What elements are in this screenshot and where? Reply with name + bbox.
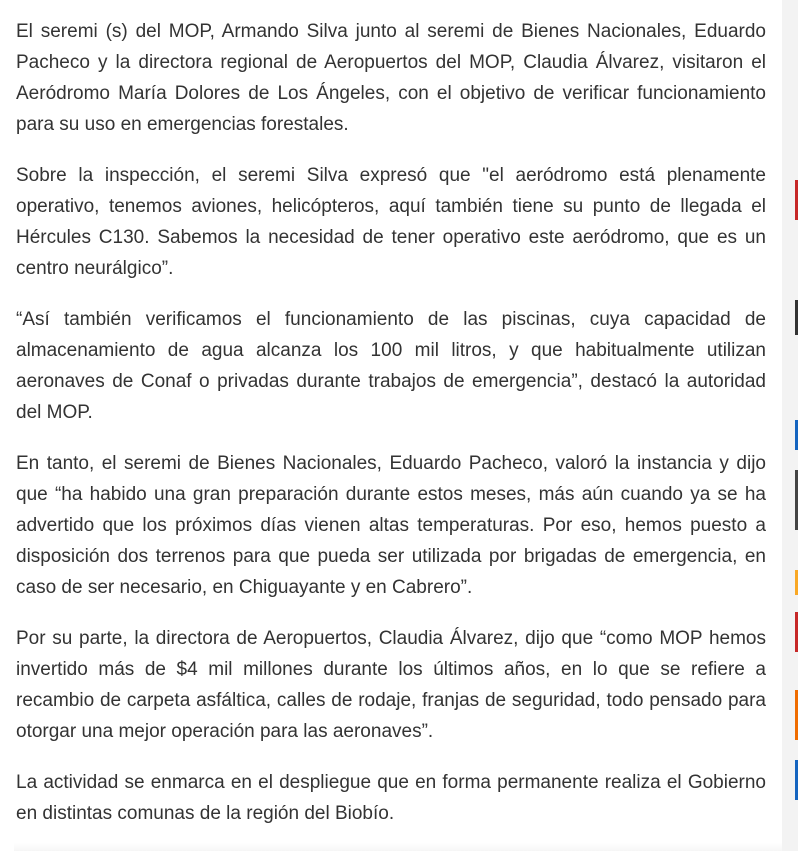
article-paragraph-1: El seremi (s) del MOP, Armando Silva junto al seremi de Bienes Nacionales, Eduardo Pacheco y la directora regional de Aeropuertos del MOP, Claudia Álvarez, visitaron el Aeródromo María Dolores de Los Ángeles, con el objetivo de verificar funcionamiento para su uso en emergencias forestales. <box>16 21 766 135</box>
article-paragraph-4: En tanto, el seremi de Bienes Nacionales, Eduardo Pacheco, valoró la instancia y dijo que “ha habido una gran preparación durante estos meses, más aún cuando ya se ha advertido que los próximos días vienen altas temperaturas. Por eso, hemos puesto a disposición dos terrenos para que pueda ser utilizada por brigadas de emergencia, en caso de ser necesario, en Chiguayante y en Cabrero”. <box>16 453 766 598</box>
article-paragraph-5: Por su parte, la directora de Aeropuertos, Claudia Álvarez, dijo que “como MOP hemos invertido más de $4 mil millones durante los últimos años, en lo que se refiere a recambio de carpeta asfáltica, calles de rodaje, franjas de seguridad, todo pensado para otorgar una mejor operación para las aeronaves”. <box>16 628 766 742</box>
article-paragraph-2: Sobre la inspección, el seremi Silva expresó que "el aeródromo está plenamente operativo, tenemos aviones, helicópteros, aquí también tiene su punto de llegada el Hércules C130. Sabemos la necesidad de tener operativo este aeródromo, que es un centro neurálgico”. <box>16 165 766 279</box>
article-paragraph-6: La actividad se enmarca en el despliegue que en forma permanente realiza el Gobierno en distintas comunas de la región del Biobío. <box>16 772 766 824</box>
sidebar-edge <box>782 0 798 851</box>
article-paragraph-3: “Así también verificamos el funcionamiento de las piscinas, cuya capacidad de almacenamiento de agua alcanza los 100 mil litros, y que habitualmente utilizan aeronaves de Conaf o privadas durante trabajos de emergencia”, destacó la autoridad del MOP. <box>16 309 766 423</box>
article-bottom-edge <box>14 843 798 851</box>
